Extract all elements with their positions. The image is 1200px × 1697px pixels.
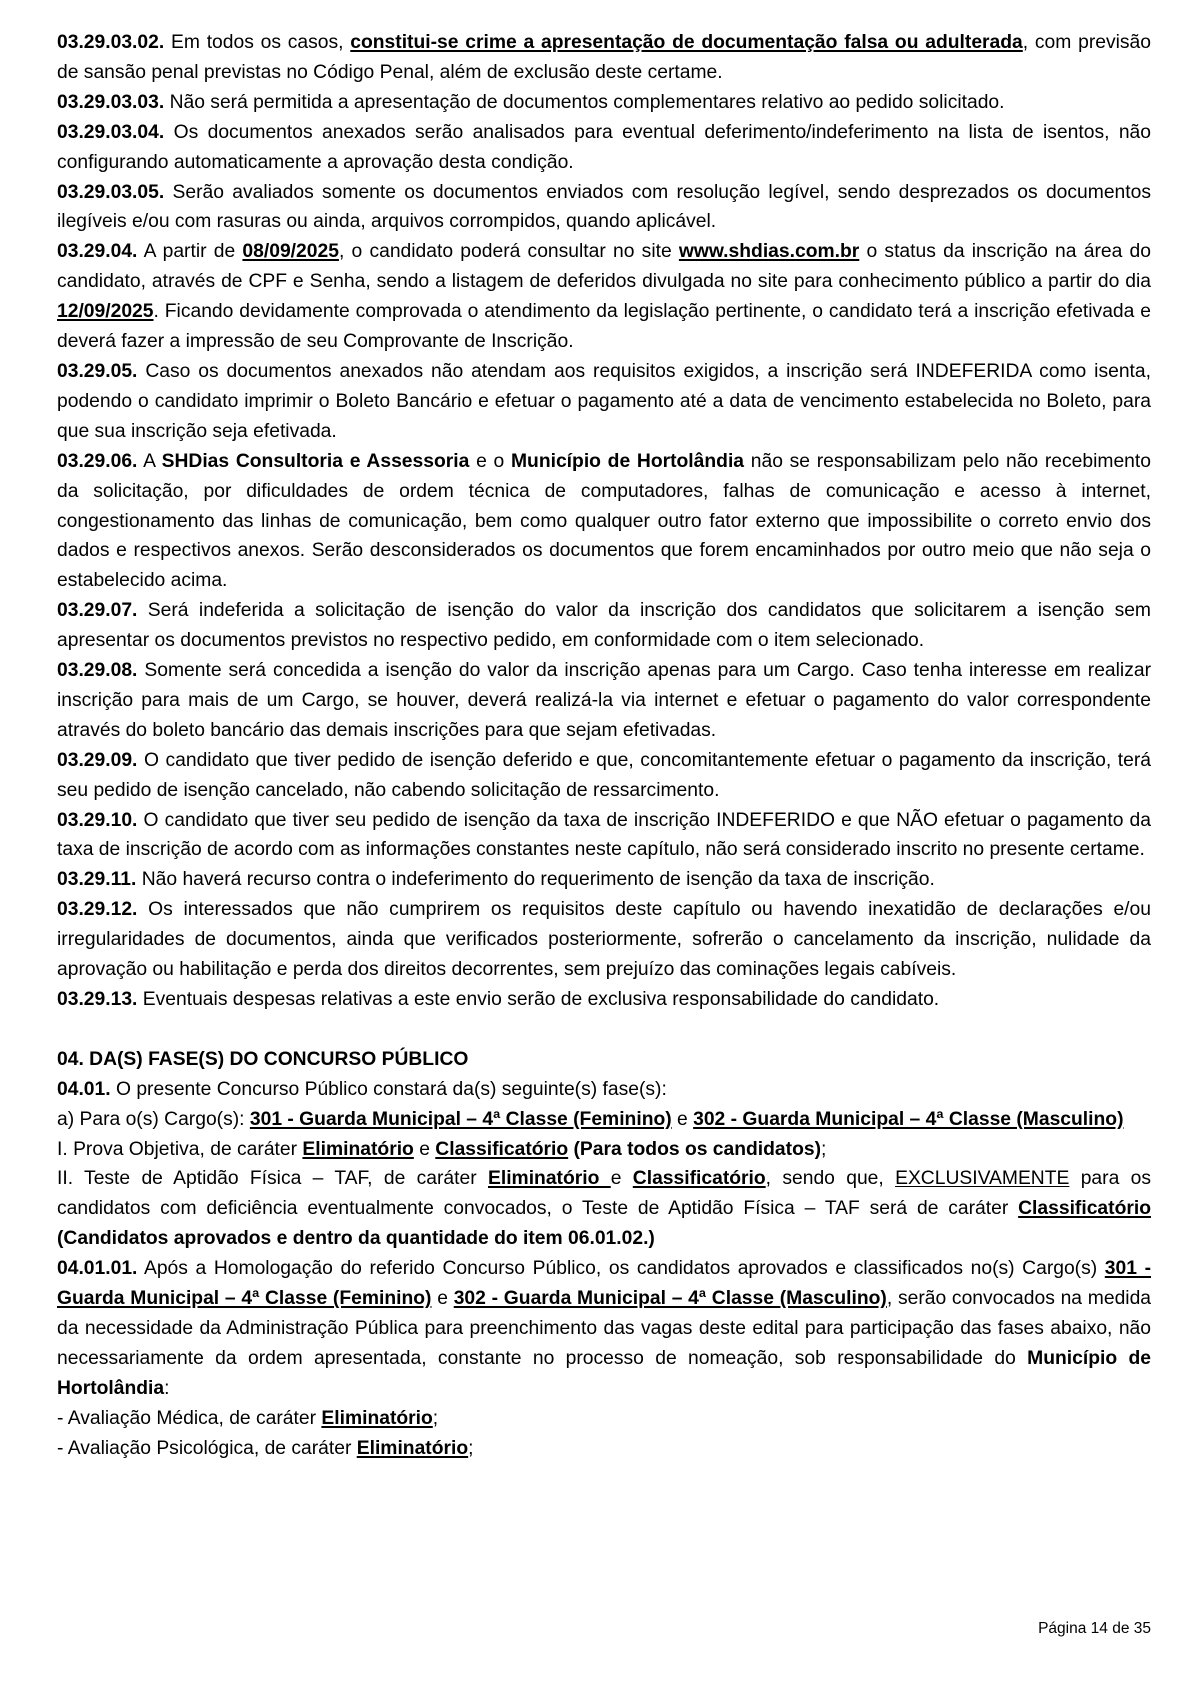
text-run: o status da inscrição na área do candidato, através de CPF e Senha, sendo a listagem de deferidos divulgada no site para conhecimento público a partir do dia bbox=[57, 241, 1151, 293]
section-heading bbox=[57, 1045, 1151, 1075]
emphasis-text: Eliminatório bbox=[356, 1437, 469, 1459]
text-run: Eventuais despesas relativas a este envio serão de exclusiva responsabilidade do candidato. bbox=[137, 989, 940, 1010]
text-run: , o candidato poderá consultar no site bbox=[338, 241, 679, 263]
emphasis-text: 302 - Guarda Municipal – 4ª Classe (Masculino) bbox=[453, 1288, 887, 1310]
text-run: , sendo que, bbox=[765, 1168, 896, 1190]
emphasis-text: 301 - Guarda Municipal – 4ª Classe (Feminino) bbox=[249, 1108, 672, 1130]
text-run: - Avaliação Psicológica, de caráter bbox=[57, 1437, 357, 1459]
bold-text: 03.29.03.03. bbox=[57, 91, 165, 113]
text-run: e bbox=[431, 1288, 454, 1310]
emphasis-text: Classificatório bbox=[435, 1138, 569, 1160]
paragraph-p-04-01 bbox=[57, 1075, 1151, 1105]
paragraph-p-03-29-06 bbox=[57, 447, 1151, 597]
text-run: ; bbox=[432, 1407, 439, 1429]
bold-text: 03.29.03.04. bbox=[57, 121, 165, 143]
text-run: e bbox=[671, 1108, 694, 1130]
text-run: - Avaliação Médica, de caráter bbox=[57, 1407, 322, 1429]
bold-text: Município de Hortolândia bbox=[510, 450, 745, 472]
paragraph-p-03-29-03-04 bbox=[57, 118, 1151, 178]
bold-text: 04. DA(S) FASE(S) DO CONCURSO PÚBLICO bbox=[57, 1048, 469, 1070]
paragraph-p-04-01-a bbox=[57, 1105, 1151, 1135]
paragraph-p-04-01-01 bbox=[57, 1254, 1151, 1404]
text-run: Não haverá recurso contra o indeferimento do requerimento de isenção da taxa de inscrição. bbox=[136, 869, 935, 891]
paragraph-p-03-29-03-02 bbox=[57, 28, 1151, 88]
paragraph-p-av-medica bbox=[57, 1404, 1151, 1434]
text-run: a) Para o(s) Cargo(s): bbox=[57, 1108, 250, 1130]
text-run: , serão convocados na medida da necessidade da Administração Pública para preenchimento das vagas deste edital para participação das fases abaixo, não necessariamente da ordem apresentada, constante no processo de nomeação, sob responsabilidade do bbox=[57, 1288, 1152, 1369]
bold-text: (Candidatos aprovados e dentro da quantidade do item 06.01.02.) bbox=[57, 1228, 655, 1250]
paragraph-p-03-29-04 bbox=[57, 237, 1151, 357]
text-run: Será indeferida a solicitação de isenção do valor da inscrição dos candidatos que solicitarem a isenção sem apresentar os documentos previstos no respectivo pedido, em conformidade com o item selecionado. bbox=[57, 600, 1151, 652]
text-run: . Ficando devidamente comprovada o atendimento da legislação pertinente, o candidato terá a inscrição efetivada e deverá fazer a impressão de seu Comprovante de Inscrição. bbox=[57, 301, 1151, 353]
text-run: e o bbox=[469, 450, 511, 472]
underlined-text: EXCLUSIVAMENTE bbox=[895, 1168, 1070, 1190]
emphasis-text: Eliminatório bbox=[487, 1168, 611, 1190]
emphasis-text: constitui-se crime a apresentação de documentação falsa ou adulterada bbox=[350, 32, 1023, 53]
bold-text: 03.29.12. bbox=[57, 899, 138, 921]
text-run: Após a Homologação do referido Concurso Público, os candidatos aprovados e classificados no(s) Cargo(s) bbox=[137, 1258, 1105, 1280]
paragraph-p-03-29-12 bbox=[57, 895, 1151, 985]
text-run: A bbox=[137, 450, 162, 472]
emphasis-text: Classificatório bbox=[632, 1168, 766, 1190]
emphasis-text: www.shdias.com.br bbox=[678, 241, 860, 263]
paragraph-p-03-29-05 bbox=[57, 357, 1151, 447]
emphasis-text: 08/09/2025 bbox=[242, 241, 339, 263]
paragraph-p-03-29-03-03 bbox=[57, 88, 1151, 118]
paragraph-p-av-psico bbox=[57, 1434, 1151, 1464]
text-run: O presente Concurso Público constará da(s) seguinte(s) fase(s): bbox=[110, 1078, 667, 1100]
bold-text: 03.29.05. bbox=[57, 360, 138, 382]
bold-text: 03.29.07. bbox=[57, 600, 138, 622]
text-run: : bbox=[164, 1377, 170, 1399]
emphasis-text: 301 - Guarda Municipal – 4ª Classe (Feminino) bbox=[57, 1258, 1152, 1310]
paragraph-p-03-29-03-05 bbox=[57, 178, 1151, 238]
text-run: Serão avaliados somente os documentos enviados com resolução legível, sendo desprezados os documentos ilegíveis e/ou com rasuras ou ainda, arquivos corrompidos, quando aplicável. bbox=[57, 181, 1151, 233]
text-run: Caso os documentos anexados não atendam aos requisitos exigidos, a inscrição será INDEFERIDA como isenta, podendo o candidato imprimir o Boleto Bancário e efetuar o pagamento até a data de vencimento estabelecida no Boleto, para que sua inscrição seja efetivada. bbox=[57, 360, 1151, 442]
text-run: , com previsão de sansão penal previstas no Código Penal, além de exclusão deste certame. bbox=[57, 32, 1151, 83]
bold-text: 03.29.09. bbox=[57, 749, 138, 771]
bold-text: 03.29.06. bbox=[57, 450, 138, 472]
bold-text: Município de Hortolândia bbox=[57, 1347, 1151, 1399]
document-body bbox=[57, 28, 1151, 1463]
text-run: Os interessados que não cumprirem os requisitos deste capítulo ou havendo inexatidão de declarações e/ou irregularidades de documentos, ainda que verificados posteriormente, sofrerão o cancelamento da inscrição, nulidade da aprovação ou habilitação e perda dos direitos decorrentes, sem prejuízo das cominações legais cabíveis. bbox=[57, 899, 1151, 981]
emphasis-text: Eliminatório bbox=[302, 1138, 414, 1160]
bold-text: 03.29.11. bbox=[57, 869, 137, 891]
bold-text: 04.01. bbox=[57, 1078, 111, 1100]
paragraph-p-03-29-07 bbox=[57, 596, 1151, 656]
text-run: ; bbox=[821, 1138, 827, 1160]
text-run: I. Prova Objetiva, de caráter bbox=[57, 1138, 303, 1160]
bold-text: 03.29.13. bbox=[57, 989, 138, 1010]
text-run: Não será permitida a apresentação de documentos complementares relativo ao pedido solicitado. bbox=[164, 91, 1005, 113]
bold-text: 03.29.08. bbox=[57, 660, 138, 682]
text-run: II. Teste de Aptidão Física – TAF, de caráter bbox=[57, 1168, 488, 1190]
paragraph-p-03-29-11 bbox=[57, 865, 1151, 895]
text-run: O candidato que tiver pedido de isenção deferido e que, concomitantemente efetuar o pagamento da inscrição, terá seu pedido de isenção cancelado, não cabendo solicitação de ressarcimento. bbox=[57, 749, 1151, 801]
section-spacer bbox=[57, 1015, 1151, 1045]
paragraph-p-03-29-08 bbox=[57, 656, 1151, 746]
bold-text: SHDias Consultoria e Assessoria bbox=[161, 450, 470, 472]
text-run: A partir de bbox=[137, 241, 243, 263]
bold-text: 03.29.03.05. bbox=[57, 181, 165, 203]
paragraph-p-03-29-10 bbox=[57, 806, 1151, 866]
text-run: O candidato que tiver seu pedido de isenção da taxa de inscrição INDEFERIDO e que NÃO efetuar o pagamento da taxa de inscrição de acordo com as informações constantes neste capítulo, não será considerado inscrito no presente certame. bbox=[57, 809, 1151, 861]
bold-text: (Para todos os candidatos) bbox=[573, 1138, 821, 1160]
text-run: e bbox=[610, 1168, 633, 1190]
text-run: Em todos os casos, bbox=[164, 32, 351, 53]
emphasis-text: Eliminatório bbox=[321, 1407, 433, 1429]
text-run: ; bbox=[468, 1437, 474, 1459]
paragraph-p-03-29-09 bbox=[57, 746, 1151, 806]
text-run: Somente será concedida a isenção do valor da inscrição apenas para um Cargo. Caso tenha interesse em realizar inscrição para mais de um Cargo, se houver, deverá realizá-la via internet e efetuar o pagamento do valor correspondente através do boleto bancário das demais inscrições para que sejam efetivadas. bbox=[57, 660, 1151, 741]
emphasis-text: 12/09/2025 bbox=[57, 301, 154, 323]
paragraph-p-03-29-13 bbox=[57, 985, 1151, 1015]
text-run: não se responsabilizam pelo não recebimento da solicitação, por dificuldades de ordem técnica de computadores, falhas de comunicação e acesso à internet, congestionamento das linhas de comunicação, bem como qualquer outro fator externo que impossibilite o correto envio dos dados e respectivos anexos. Serão desconsiderados os documentos que forem encaminhados por outro meio que não seja o estabelecido acima. bbox=[57, 450, 1151, 592]
paragraph-p-04-01-i bbox=[57, 1135, 1151, 1165]
bold-text: 03.29.04. bbox=[57, 241, 138, 263]
text-run: para os candidatos com deficiência eventualmente convocados, o Teste de Aptidão Física – TAF será de caráter bbox=[57, 1168, 1151, 1220]
paragraph-p-04-01-ii bbox=[57, 1164, 1151, 1254]
bold-text: 04.01.01. bbox=[57, 1258, 138, 1280]
bold-text: 03.29.03.02. bbox=[57, 32, 165, 53]
emphasis-text: Classificatório bbox=[1018, 1198, 1151, 1220]
text-run: Os documentos anexados serão analisados para eventual deferimento/indeferimento na lista de isentos, não configurando automaticamente a aprovação desta condição. bbox=[57, 121, 1151, 173]
bold-text: 03.29.10. bbox=[57, 809, 138, 831]
emphasis-text: 302 - Guarda Municipal – 4ª Classe (Masculino) bbox=[693, 1108, 1124, 1130]
text-run: e bbox=[413, 1138, 436, 1160]
page-number: Página 14 de 35 bbox=[1038, 1620, 1151, 1637]
